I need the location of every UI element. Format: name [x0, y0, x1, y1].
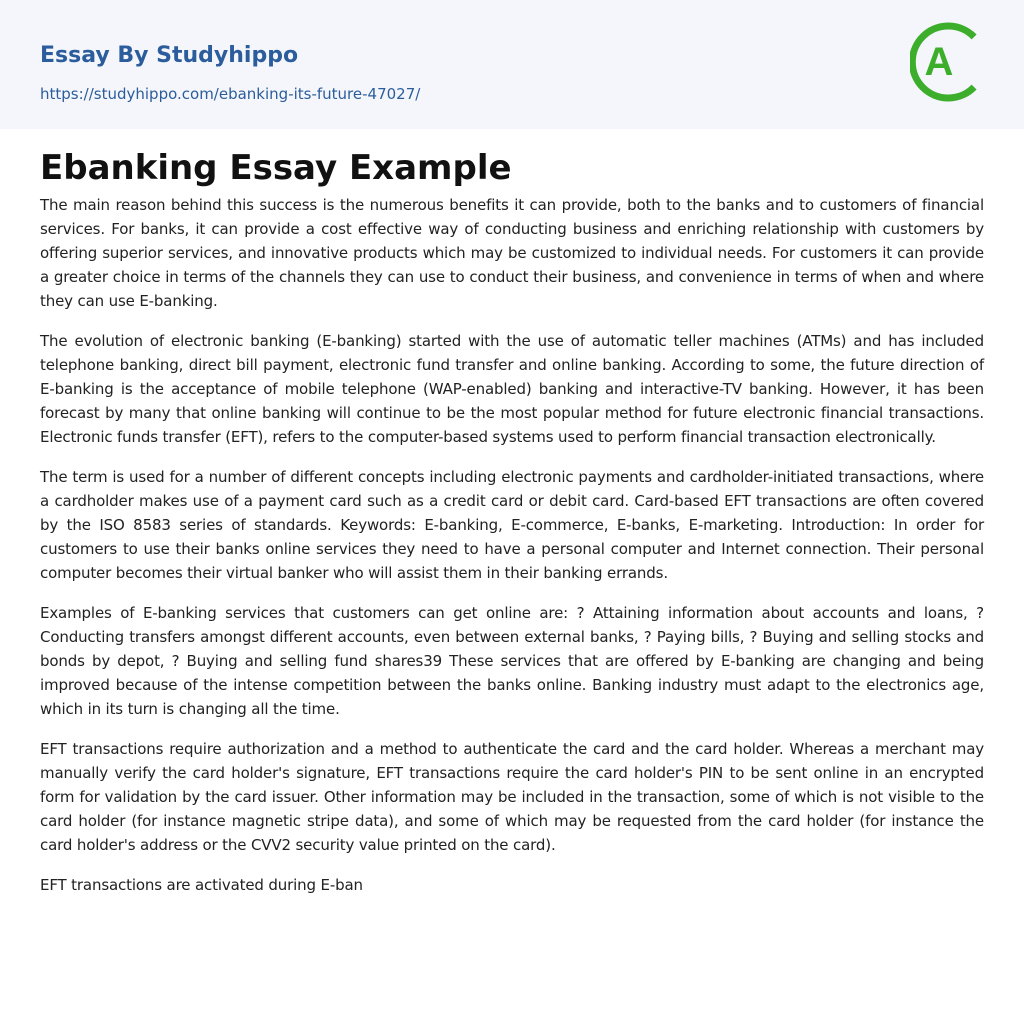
essay-paragraph: Examples of E-banking services that customers can get online are: ? Attaining information about accounts and loans, ? Conducting transfers amongst different accounts, even between external banks, ? Paying bills, ? Buying and selling stocks and bonds by depot, ? Buying and selling fund shares39 These services that are offered by E-banking are changing and being improved because of the intense competition between the banks online. Banking industry must adapt to the electronics age, which in its turn is changing all the time.: [40, 604, 984, 718]
essay-paragraph: The main reason behind this success is the numerous benefits it can provide, both to the banks and to customers of financial services. For banks, it can provide a cost effective way of conducting business and enriching relationship with customers by offering superior services, and innovative products which may be customized to individual needs. For customers it can provide a greater choice in terms of the channels they can use to conduct their business, and convenience in terms of when and where they can use E-banking.: [40, 196, 984, 310]
essay-content: [0, 129, 1024, 897]
essay-paragraph: The evolution of electronic banking (E-banking) started with the use of automatic teller machines (ATMs) and has included telephone banking, direct bill payment, electronic fund transfer and online banking. According to some, the future direction of E-banking is the acceptance of mobile telephone (WAP-enabled) banking and interactive-TV banking. However, it has been forecast by many that online banking will continue to be the most popular method for future electronic financial transactions. Electronic funds transfer (EFT), refers to the computer-based systems used to perform financial transaction electronically.: [40, 332, 984, 446]
essay-paragraph-truncated: EFT transactions are activated during E-ban: [40, 876, 363, 894]
logo-letter: A: [924, 40, 954, 84]
page-title: Ebanking Essay Example: [40, 148, 512, 188]
source-url-link[interactable]: https://studyhippo.com/ebanking-its-future-47027/: [40, 85, 421, 103]
site-title[interactable]: Essay By Studyhippo: [40, 43, 299, 68]
essay-paragraph: The term is used for a number of different concepts including electronic payments and cardholder-initiated transactions, where a cardholder makes use of a payment card such as a credit card or debit card. Card-based EFT transactions are often covered by the ISO 8583 series of standards. Keywords: E-banking, E-commerce, E-banks, E-marketing. Introduction: In order for customers to use their banks online services they need to have a personal computer and Internet connection. Their personal computer becomes their virtual banker who will assist them in their banking errands.: [40, 468, 984, 582]
studyhippo-logo-icon[interactable]: [910, 18, 988, 106]
site-header: [0, 0, 1024, 129]
essay-paragraph: EFT transactions require authorization and a method to authenticate the card and the card holder. Whereas a merchant may manually verify the card holder's signature, EFT transactions require the card holder's PIN to be sent online in an encrypted form for validation by the card issuer. Other information may be included in the transaction, some of which is not visible to the card holder (for instance magnetic stripe data), and some of which may be requested from the card holder (for instance the card holder's address or the CVV2 security value printed on the card).: [40, 740, 984, 854]
